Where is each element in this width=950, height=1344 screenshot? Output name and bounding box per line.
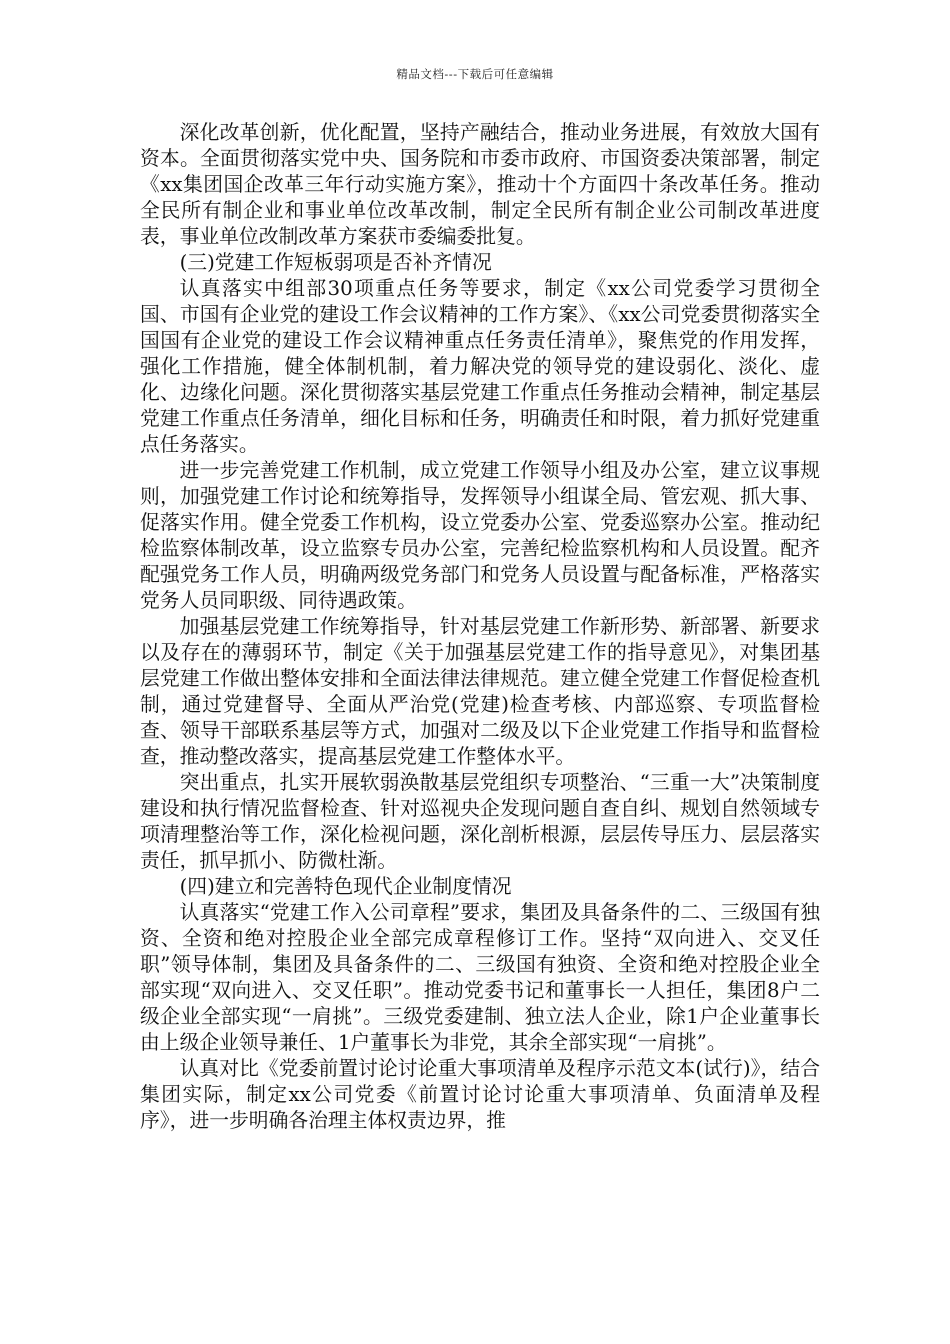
paragraph-rectification: 突出重点，扎实开展软弱涣散基层党组织专项整治、“三重一大”决策制度建设和执行情况监督检查、针对巡视央企发现问题自查自纠、规划自然领域专项清理整治等工作，深化检视问题，深化剖析根源，层层传导压力、层层落实责任，抓早抓小、防微杜渐。 (140, 771, 820, 872)
section-heading-3: (三)党建工作短板弱项是否补齐情况 (179, 251, 492, 274)
paragraph-key-tasks: 认真落实中组部30项重点任务等要求，制定《xx公司党委学习贯彻全国、市国有企业党的建设工作会议精神的工作方案》、《xx公司党委贯彻落实全国国有企业党的建设工作会议精神重点任务责任清单》，聚焦党的作用发挥，强化工作措施，健全体制机制，着力解决党的领导党的建设弱化、淡化、虚化、边缘化问题。深化贯彻落实基层党建工作重点任务推动会精神，制定基层党建工作重点任务清单，细化目标和任务，明确责任和时限，着力抓好党建重点任务落实。 (140, 277, 820, 456)
paragraph-guidance: 加强基层党建工作统筹指导，针对基层党建工作新形势、新部署、新要求以及存在的薄弱环节，制定《关于加强基层党建工作的指导意见》，对集团基层党建工作做出整体安排和全面法律法律规范。建立健全党建工作督促检查机制，通过党建督导、全面从严治党(党建)检查考核、内部巡察、专项监督检查、领导干部联系基层等方式，加强对二级及以下企业党建工作指导和监督检查，推动整改落实，提高基层党建工作整体水平。 (140, 615, 820, 768)
paragraph-preposition: 认真对比《党委前置讨论讨论重大事项清单及程序示范文本(试行)》，结合集团实际，制定xx公司党委《前置讨论讨论重大事项清单、负面清单及程序》，进一步明确各治理主体权责边界，推 (140, 1057, 820, 1132)
document-body (140, 120, 820, 1134)
paragraph-articles: 认真落实“党建工作入公司章程”要求，集团及具备条件的二、三级国有独资、全资和绝对控股企业全部完成章程修订工作。坚持“双向进入、交叉任职”领导体制，集团及具备条件的二、三级国有独资、全资和绝对控股企业全部实现“双向进入、交叉任职”。推动党委书记和董事长一人担任，集团8户二级企业全部实现“一肩挑”。三级党委建制、独立法人企业，除1户企业董事长由上级企业领导兼任、1户董事长为非党，其余全部实现“一肩挑”。 (140, 901, 820, 1054)
section-heading-4: (四)建立和完善特色现代企业制度情况 (179, 875, 512, 898)
paragraph-mechanism: 进一步完善党建工作机制，成立党建工作领导小组及办公室，建立议事规则，加强党建工作讨论和统筹指导，发挥领导小组谋全局、管宏观、抓大事、促落实作用。健全党委工作机构，设立党委办公室、党委巡察办公室。推动纪检监察体制改革，设立监察专员办公室，完善纪检监察机构和人员设置。配齐配强党务工作人员，明确两级党务部门和党务人员设置与配备标准，严格落实党务人员同职级、同待遇政策。 (140, 459, 820, 612)
paragraph-reform: 深化改革创新，优化配置，坚持产融结合，推动业务进展，有效放大国有资本。全面贯彻落实党中央、国务院和市委市政府、市国资委决策部署，制定《xx集团国企改革三年行动实施方案》，推动十个方面四十条改革任务。推动全民所有制企业和事业单位改革改制，制定全民所有制企业公司制改革进度表，事业单位改制改革方案获市委编委批复。 (140, 121, 820, 248)
page-header: 精品文档---下载后可任意编辑 (396, 67, 554, 81)
